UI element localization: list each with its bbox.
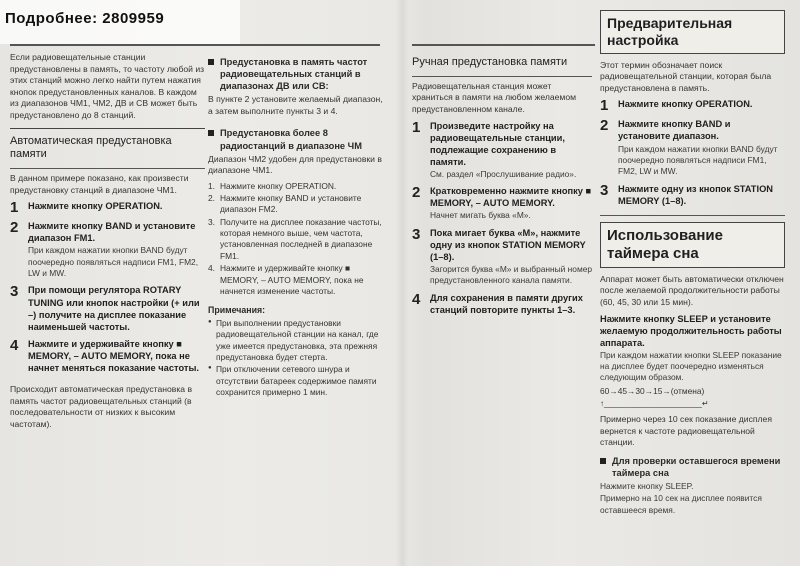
list-item <box>208 193 388 216</box>
step-item <box>412 292 592 316</box>
step-body <box>28 338 205 374</box>
lw-mw-preset-text: В пункте 2 установите желаемый диапазон, а затем выполните пункты 3 и 4. <box>208 94 383 116</box>
step-title: Для сохранения в памяти других станций повторите пункты 1–3. <box>430 292 583 315</box>
step-body <box>28 220 205 279</box>
step-number: 1 <box>412 118 421 136</box>
step-note: При каждом нажатии кнопки BAND будут поочередно появляться надписи FM1, FM2, LW и MW. <box>618 143 778 177</box>
note-text: При выполнении предустановки радиовещательной станции на канал, где уже имеется предустановка, эта прежняя предустановка будет стерта. <box>216 318 379 363</box>
check-sleep-step-2: Примерно на 10 сек на дисплее появится оставшееся время. <box>600 493 762 515</box>
fm-more-heading <box>208 127 388 151</box>
note-item <box>208 364 388 398</box>
section-rule <box>10 128 205 129</box>
section-title-manual-preset: Ручная предустановка памяти <box>412 56 568 68</box>
step-body <box>430 292 592 316</box>
step-number: 3 <box>600 181 609 199</box>
list-text: Нажмите кнопку OPERATION. <box>220 180 337 191</box>
list-item <box>208 263 388 297</box>
step-number: 4 <box>10 336 19 354</box>
square-bullet-icon <box>600 458 606 464</box>
step-item <box>10 200 205 215</box>
box-heading-preset-tuning: Предварительная настройка <box>600 10 785 54</box>
sleep-instruction: Нажмите кнопку SLEEP и установите желаемую продолжительность работы аппарата. <box>600 313 782 348</box>
step-note: См. раздел «Прослушивание радио». <box>430 168 577 179</box>
step-note: При каждом нажатии кнопки BAND будут поочередно появляться надписи FM1, FM2, LW и MW. <box>28 245 199 279</box>
top-rule-right <box>412 44 595 46</box>
list-text: Нажмите и удерживайте кнопку ■ MEMORY, – AUTO MEMORY, пока не начнется изменение частоты. <box>220 263 364 296</box>
column-3 <box>412 52 592 321</box>
step-body <box>430 185 592 222</box>
step-body <box>618 183 785 207</box>
step-item <box>10 220 205 279</box>
sleep-note: При каждом нажатии кнопки SLEEP показание на дисплее будет поочередно изменяться следующим образом. <box>600 349 782 383</box>
step-title: Нажмите кнопку OPERATION. <box>28 201 163 212</box>
step-title: Пока мигает буква «М», нажмите одну из кнопок STATION MEMORY (1–8). <box>430 227 586 262</box>
note-text: При отключении сетевого шнура и отсутствии батареек содержимое памяти сохранится примерно 1 мин. <box>216 364 377 398</box>
fm-more-text: Диапазон ЧМ2 удобен для предустановки в диапазоне ЧМ1. <box>208 153 382 176</box>
list-item <box>208 217 388 262</box>
bullet-dot-icon: ● <box>208 365 212 372</box>
step-note: Начнет мигать буква «М». <box>430 210 531 221</box>
column-2 <box>208 50 388 398</box>
list-item <box>208 181 388 192</box>
page-fold <box>395 0 409 566</box>
step-item <box>412 120 592 181</box>
list-number: 3. <box>208 216 215 227</box>
step-item <box>600 183 785 207</box>
list-number: 1. <box>208 180 215 191</box>
step-number: 1 <box>600 97 609 115</box>
preset-tuning-intro: Этот термин обозначает поиск радиовещательной станции, которая была предустановлена в память. <box>600 59 772 93</box>
step-number: 4 <box>412 290 421 308</box>
watermark: Подробнее: 2809959 <box>0 0 240 44</box>
step-item <box>600 118 785 177</box>
step-title: Нажмите кнопку OPERATION. <box>618 99 753 110</box>
list-number: 2. <box>208 193 215 204</box>
sleep-after-text: Примерно через 10 сек показание дисплея вернется к частоте радиовещательной станции. <box>600 413 772 448</box>
bullet-dot-icon: ● <box>208 319 212 326</box>
step-body <box>618 118 785 177</box>
notes-list <box>208 318 388 398</box>
step-body <box>430 120 592 181</box>
step-item <box>412 227 592 287</box>
step-number: 3 <box>412 225 421 243</box>
preset-tuning-steps <box>600 98 785 206</box>
list-text: Получите на дисплее показание частоты, которая немного выше, чем частота, установленная последней в диапазоне FM1. <box>220 216 382 261</box>
list-text: Нажмите кнопку BAND и установите диапазон FM2. <box>220 193 362 215</box>
auto-preset-steps <box>10 200 205 374</box>
step-number: 1 <box>10 199 19 217</box>
section-underline <box>10 168 205 169</box>
outro-text: Происходит автоматическая предустановка в память частот радиовещательных станций (в последовательности от низких к высоким частотам). <box>10 383 193 429</box>
step-body <box>28 284 205 332</box>
check-sleep-step-1: Нажмите кнопку SLEEP. <box>600 480 694 491</box>
fm-more-title: Предустановка более 8 радиостанций в диапазоне ЧМ <box>220 128 362 151</box>
step-title: Произведите настройку на радиовещательные станции, подлежащие сохранению в памяти. <box>430 120 565 167</box>
step-title: Нажмите и удерживайте кнопку ■ MEMORY, – AUTO MEMORY, пока не начнет меняться показание частоты. <box>28 338 199 373</box>
list-number: 4. <box>208 263 215 274</box>
step-item <box>600 98 785 113</box>
section-underline <box>412 76 592 77</box>
step-title: Нажмите кнопку BAND и установите диапазон FM1. <box>28 221 196 244</box>
check-sleep-title: Для проверки оставшегося времени таймера сна <box>612 455 781 478</box>
step-item <box>412 185 592 222</box>
step-note: Загорится буква «М» и выбранный номер предустановленного канала памяти. <box>430 263 593 286</box>
step-number: 3 <box>10 283 19 301</box>
note-item <box>208 318 388 363</box>
step-title: Нажмите одну из кнопок STATION MEMORY (1–8). <box>618 183 774 206</box>
column-1 <box>10 52 205 434</box>
step-number: 2 <box>412 184 421 202</box>
top-rule-left <box>10 44 380 46</box>
sleep-intro: Аппарат может быть автоматически отключен после желаемой продолжительности работы (60, 45, 30 или 15 мин). <box>600 273 784 307</box>
square-bullet-icon <box>208 130 214 136</box>
section-rule <box>600 215 785 216</box>
box-heading-sleep-timer: Использование таймера сна <box>600 222 785 268</box>
step-title: Нажмите кнопку BAND и установите диапазон. <box>618 119 731 142</box>
step-title: При помощи регулятора ROTARY TUNING или кнопок настройки (+ или –) получите на дисплее показание наименьшей частоты. <box>28 285 200 332</box>
check-sleep-heading <box>600 455 785 479</box>
step-number: 2 <box>600 117 609 135</box>
notes-title: Примечания: <box>208 305 266 316</box>
step-body <box>430 227 592 287</box>
step-item <box>10 338 205 374</box>
step-item <box>10 284 205 332</box>
lw-mw-preset-heading <box>208 56 388 92</box>
step-body <box>618 98 785 113</box>
section-title-auto-preset: Автоматическая предустановка памяти <box>10 134 172 161</box>
manual-preset-steps <box>412 120 592 316</box>
manual-intro: Радиовещательная станция может храниться в памяти на любом желаемом предустановленном канале. <box>412 80 577 114</box>
section-intro: В данном примере показано, как произвести предустановку станций в диапазоне ЧМ1. <box>10 173 189 195</box>
fm-more-list <box>208 181 388 297</box>
sleep-sequence: 60→45→30→15→(отмена) <box>600 385 705 396</box>
column-4 <box>600 0 785 516</box>
return-arrow-icon: ↑______________________↵ <box>600 399 709 409</box>
intro-text: Если радиовещательные станции предустановлены в память, то частоту любой из этих станций можно легко найти путем нажатия кнопок предустановленных каналов. В каждом из диапазонов ЧМ1, ЧМ2, ДВ и СВ может быть предустановлено до 8 станций. <box>10 52 205 120</box>
square-bullet-icon <box>208 59 214 65</box>
lw-mw-preset-title: Предустановка в память частот радиовещательных станций в диапазонах ДВ или СВ: <box>220 57 368 92</box>
step-title: Кратковременно нажмите кнопку ■ MEMORY, – AUTO MEMORY. <box>430 186 592 209</box>
step-number: 2 <box>10 219 19 237</box>
step-body <box>28 200 205 215</box>
